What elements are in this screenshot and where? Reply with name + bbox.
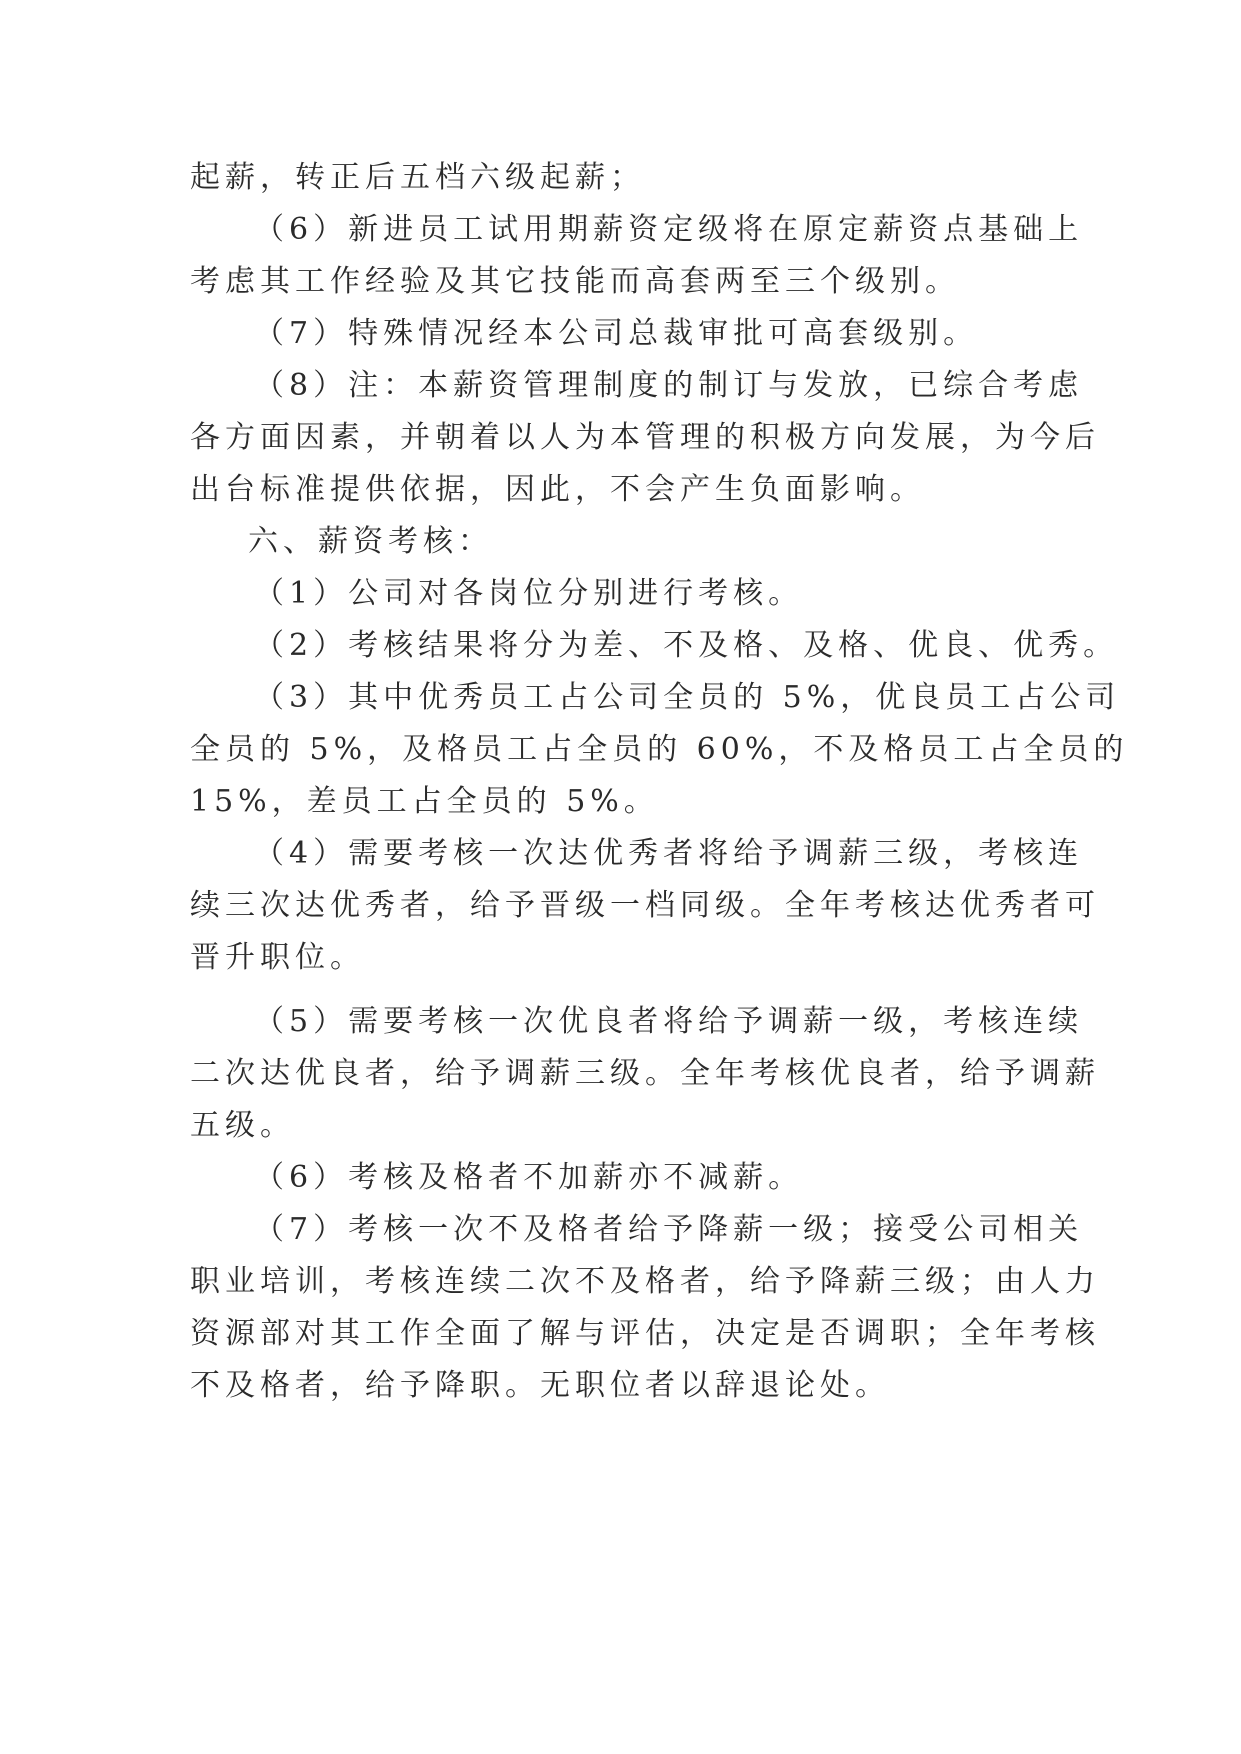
list-item: （4）需要考核一次达优秀者将给予调薪三级，考核连 <box>254 836 1084 871</box>
list-item: （6）考核及格者不加薪亦不减薪。 <box>254 1160 804 1195</box>
text-line: 各方面因素，并朝着以人为本管理的积极方向发展，为今后 <box>190 420 1100 455</box>
text-line: 续三次达优秀者，给予晋级一档同级。全年考核达优秀者可 <box>190 888 1100 923</box>
section-heading: 六、薪资考核： <box>248 524 493 559</box>
text-line: 职业培训，考核连续二次不及格者，给予降薪三级；由人力 <box>190 1264 1100 1299</box>
list-item: （7）考核一次不及格者给予降薪一级；接受公司相关 <box>254 1212 1084 1247</box>
text-line: 五级。 <box>190 1108 295 1143</box>
list-item: （2）考核结果将分为差、不及格、及格、优良、优秀。 <box>254 628 1119 663</box>
list-item: （6）新进员工试用期薪资定级将在原定薪资点基础上 <box>254 212 1084 247</box>
list-item: （8）注：本薪资管理制度的制订与发放，已综合考虑 <box>254 368 1084 403</box>
text-line: 不及格者，给予降职。无职位者以辞退论处。 <box>190 1368 890 1403</box>
list-item: （1）公司对各岗位分别进行考核。 <box>254 576 804 611</box>
text-line: 起薪，转正后五档六级起薪； <box>190 160 645 195</box>
list-item: （3）其中优秀员工占公司全员的 5%，优良员工占公司 <box>254 680 1121 715</box>
text-line: 出台标准提供依据，因此，不会产生负面影响。 <box>190 472 925 507</box>
text-line: 考虑其工作经验及其它技能而高套两至三个级别。 <box>190 264 960 299</box>
text-line: 资源部对其工作全面了解与评估，决定是否调职；全年考核 <box>190 1316 1100 1351</box>
list-item: （7）特殊情况经本公司总裁审批可高套级别。 <box>254 316 979 351</box>
text-line: 15%，差员工占全员的 5%。 <box>190 784 659 819</box>
text-line: 晋升职位。 <box>190 940 365 975</box>
text-line: 全员的 5%，及格员工占全员的 60%，不及格员工占全员的 <box>190 732 1129 767</box>
text-line: 二次达优良者，给予调薪三级。全年考核优良者，给予调薪 <box>190 1056 1100 1091</box>
list-item: （5）需要考核一次优良者将给予调薪一级，考核连续 <box>254 1004 1084 1039</box>
